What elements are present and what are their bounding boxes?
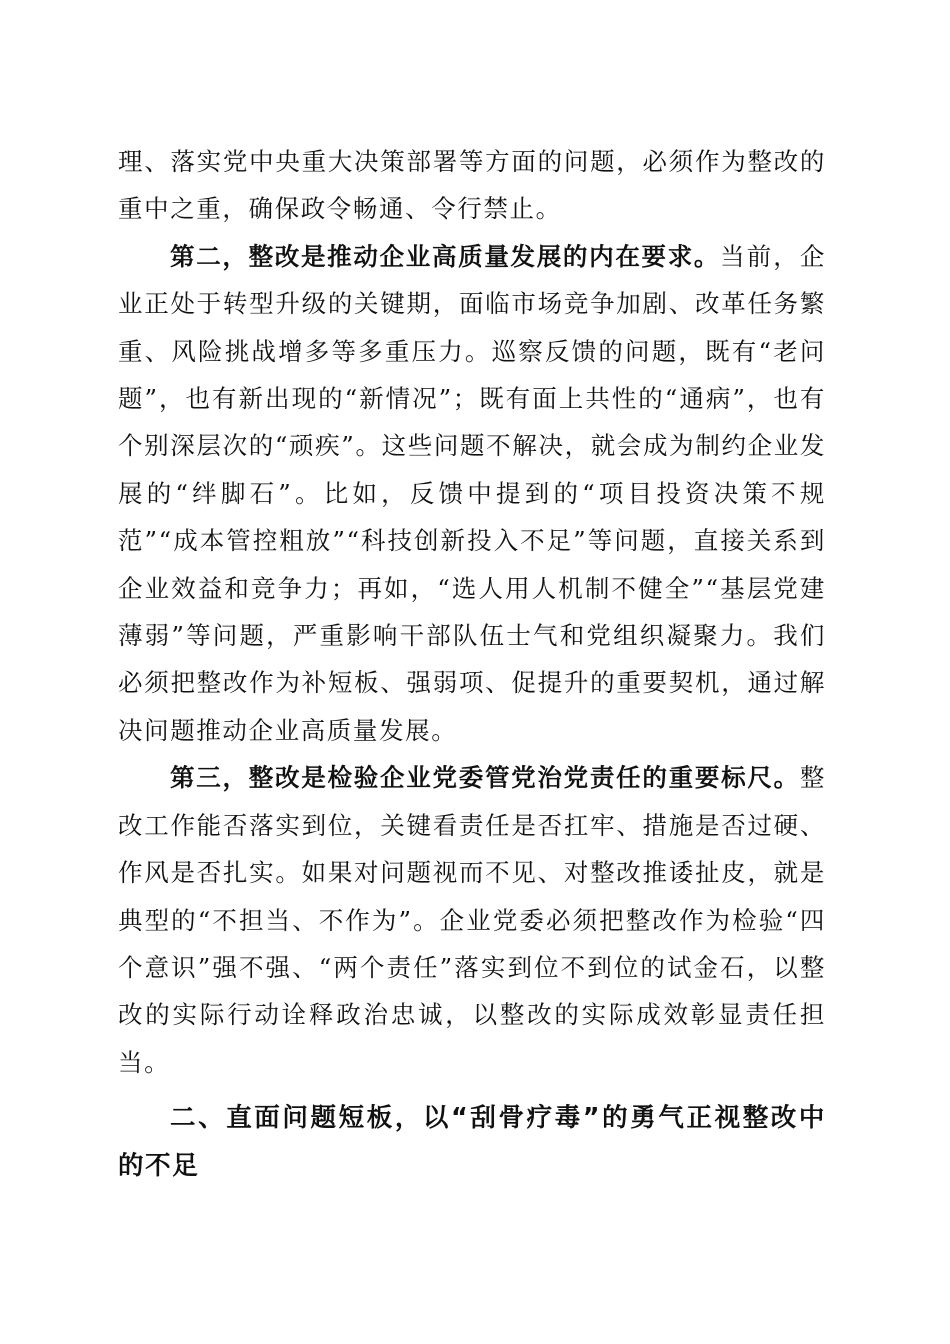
section-heading: 二、直面问题短板，以“刮骨疗毒”的勇气正视整改中的不足 [118,1103,826,1182]
paragraph-third-point [118,754,826,1086]
paragraph-text: 理、落实党中央重大决策部署等方面的问题，必须作为整改的重中之重，确保政令畅通、令行禁止。 [118,147,826,224]
paragraph-second-point [118,233,826,754]
paragraph-continuation [118,138,826,233]
paragraph-lead-sentence: 第二，整改是推动企业高质量发展的内在要求。 [170,241,721,271]
paragraph-text: 整改工作能否落实到位，关键看责任是否扛牢、措施是否过硬、作风是否扎实。如果对问题视而不见、对整改推诿扯皮，就是典型的“不担当、不作为”。企业党委必须把整改作为检验“四个意识”强不强、“两个责任”落实到位不到位的试金石，以整改的实际行动诠释政治忠诚，以整改的实际成效彰显责任担当。 [118,763,826,1077]
paragraph-lead-sentence: 第三，整改是检验企业党委管党治党责任的重要标尺。 [170,763,800,793]
paragraph-text: 当前，企业正处于转型升级的关键期，面临市场竞争加剧、改革任务繁重、风险挑战增多等多重压力。巡察反馈的问题，既有“老问题”，也有新出现的“新情况”；既有面上共性的“通病”，也有个别深层次的“顽疾”。这些问题不解决，就会成为制约企业发展的“绊脚石”。比如，反馈中提到的“项目投资决策不规范”“成本管控粗放”“科技创新投入不足”等问题，直接关系到企业效益和竞争力；再如，“选人用人机制不健全”“基层党建薄弱”等问题，严重影响干部队伍士气和党组织凝聚力。我们必须把整改作为补短板、强弱项、促提升的重要契机，通过解决问题推动企业高质量发展。 [118,241,826,745]
